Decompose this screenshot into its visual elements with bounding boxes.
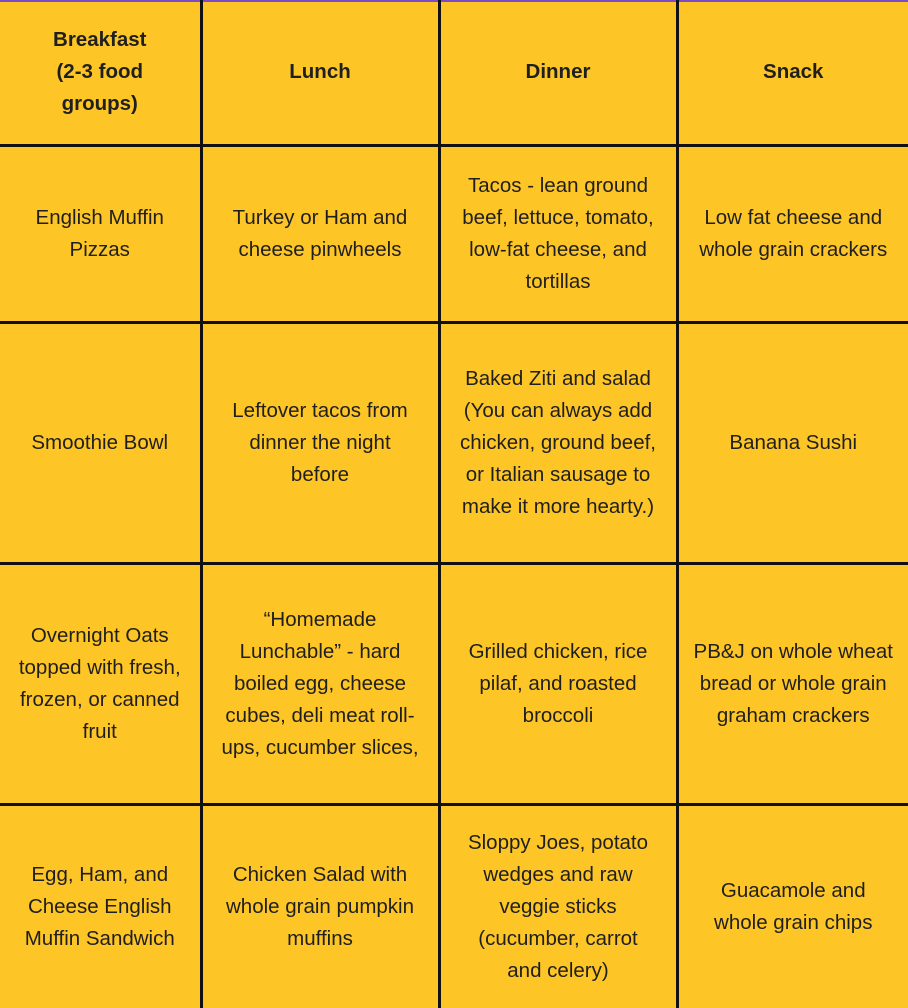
cell-dinner: Grilled chicken, rice pilaf, and roasted broccoli bbox=[439, 563, 677, 804]
table-row bbox=[0, 145, 908, 322]
cell-dinner: Tacos - lean ground beef, lettuce, tomato, low-fat cheese, and tortillas bbox=[439, 145, 677, 322]
table-row bbox=[0, 804, 908, 1008]
cell-snack: Low fat cheese and whole grain crackers bbox=[677, 145, 908, 322]
header-breakfast: Breakfast (2-3 food groups) bbox=[0, 0, 201, 145]
cell-dinner: Baked Ziti and salad (You can always add chicken, ground beef, or Italian sausage to make it more hearty.) bbox=[439, 322, 677, 563]
cell-snack: PB&J on whole wheat bread or whole grain graham crackers bbox=[677, 563, 908, 804]
cell-breakfast: Smoothie Bowl bbox=[0, 322, 201, 563]
table-row bbox=[0, 322, 908, 563]
cell-lunch: Chicken Salad with whole grain pumpkin muffins bbox=[201, 804, 439, 1008]
header-row bbox=[0, 0, 908, 145]
cell-snack: Banana Sushi bbox=[677, 322, 908, 563]
cell-breakfast: Overnight Oats topped with fresh, frozen, or canned fruit bbox=[0, 563, 201, 804]
cell-breakfast: Egg, Ham, and Cheese English Muffin Sandwich bbox=[0, 804, 201, 1008]
header-dinner: Dinner bbox=[439, 0, 677, 145]
cell-lunch: Leftover tacos from dinner the night before bbox=[201, 322, 439, 563]
table-row bbox=[0, 563, 908, 804]
cell-snack: Guacamole and whole grain chips bbox=[677, 804, 908, 1008]
cell-lunch: “Homemade Lunchable” - hard boiled egg, cheese cubes, deli meat roll-ups, cucumber slices, bbox=[201, 563, 439, 804]
cell-breakfast: English Muffin Pizzas bbox=[0, 145, 201, 322]
header-lunch: Lunch bbox=[201, 0, 439, 145]
cell-lunch: Turkey or Ham and cheese pinwheels bbox=[201, 145, 439, 322]
cell-dinner: Sloppy Joes, potato wedges and raw veggie sticks (cucumber, carrot and celery) bbox=[439, 804, 677, 1008]
header-snack: Snack bbox=[677, 0, 908, 145]
